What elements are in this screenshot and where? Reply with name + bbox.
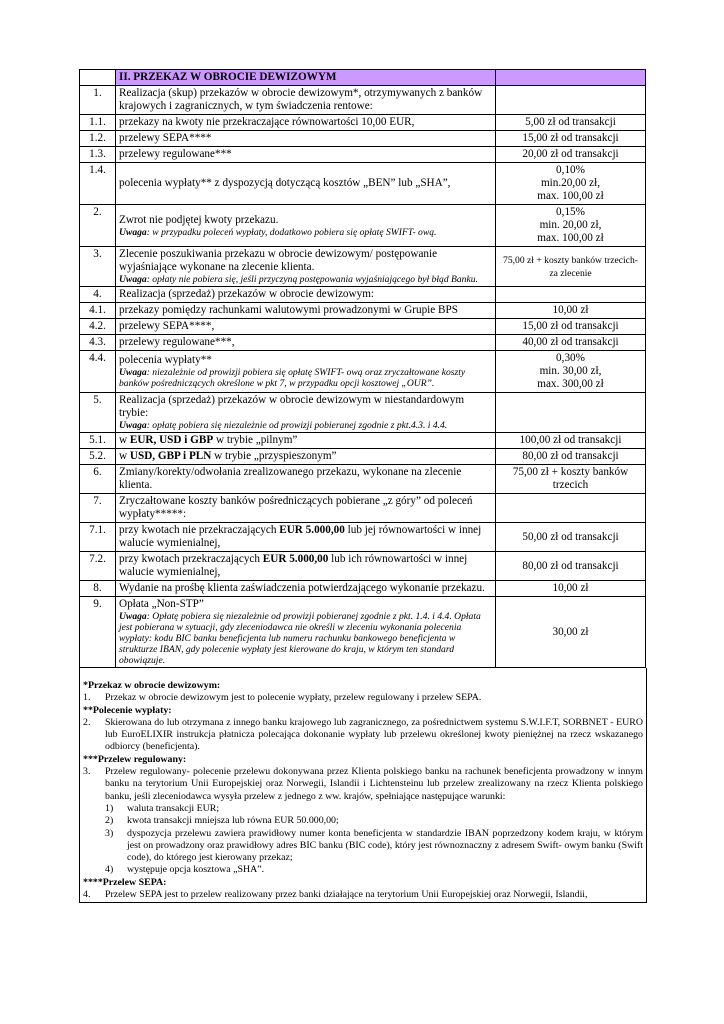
row-text: Realizacja (skup) przekazów w obrocie dewizowym*, otrzymywanych z banków krajowych i zagranicznych, w tym świadczenia rentowe: <box>119 87 483 112</box>
note-text: : opłaty nie pobiera się, jeśli przyczyną postępowania wyjaśniającego był błąd Banku. <box>146 274 478 285</box>
row-text-bold: EUR 5.000,00 <box>262 553 329 565</box>
row-text: Realizacja (sprzedaż) przekazów w obrocie dewizowym: <box>119 288 375 300</box>
fee-line: 0,30% <box>556 352 585 364</box>
fee-value: 75,00 zł + koszty banków trzecich-za zlecenie <box>503 254 638 279</box>
fee-row <box>80 287 646 303</box>
row-text-bold: EUR 5.000,00 <box>279 524 345 536</box>
footnote-text: Skierowana do lub otrzymana z innego banku krajowego lub zagranicznego, za pośrednictwem systemu S.W.I.F.T, SORBNET - EURO lub EuroELIXIR instrukcja płatnicza polecająca dokonanie wypłaty lub przelewu określonej kwoty pieniężnej na rzecz wskazanego odbiorcy (beneficjenta). <box>105 716 643 753</box>
row-number: 4.4. <box>80 351 116 393</box>
row-text: Zlecenie poszukiwania przekazu w obrocie dewizowym/ postępowanie wyjaśniające wykonane na zlecenie klienta. <box>119 248 438 273</box>
row-note <box>119 367 492 389</box>
row-number: 5. <box>80 393 116 433</box>
subitem-number: 4) <box>105 864 114 876</box>
fee-value: 10,00 zł <box>552 582 589 594</box>
row-number: 2. <box>80 205 116 247</box>
row-description <box>116 287 496 303</box>
subitem-number: 2) <box>105 815 114 827</box>
footnote-paragraph <box>83 717 643 754</box>
fee-table <box>79 69 646 668</box>
fee-value: 40,00 zł od transakcji <box>522 336 619 348</box>
footnote-number: 3. <box>83 766 91 778</box>
fee-row <box>80 147 646 163</box>
row-text: polecenia wypłaty** <box>119 354 212 366</box>
row-description <box>116 319 496 335</box>
row-number: 4.3. <box>80 335 116 351</box>
note-text: : Opłatę pobiera się niezależnie od prowizji pobieranej zgodnie z pkt. 1.4. i 4.4. Opłata jest pobierana w sytuacji, gdy zleceniodawca nie określi w zleceniu wykonania polecenia wypłaty: kodu BIC banku beneficjenta lub numeru rachunku bankowego beneficjenta w strukturze IBAN, gdy polecenie wypłaty jest kierowane do kraju, w którym ten standard obowiązuje. <box>119 611 481 666</box>
fee-value: 80,00 zł od transakcji <box>522 450 619 462</box>
fee-row <box>80 319 646 335</box>
row-note <box>119 611 492 666</box>
row-number: 1.1. <box>80 115 116 131</box>
row-description <box>116 86 496 115</box>
footnote-number: 4. <box>83 889 91 901</box>
section-value-cell <box>496 70 646 86</box>
row-number: 5.2. <box>80 449 116 465</box>
row-number: 4. <box>80 287 116 303</box>
row-description <box>116 205 496 247</box>
row-fee <box>496 303 646 319</box>
fee-value: 10,00 zł <box>552 304 589 316</box>
section-title: II. PRZEKAZ W OBROCIE DEWIZOWYM <box>116 70 496 86</box>
footnote-subitem <box>83 828 643 865</box>
row-description <box>116 393 496 433</box>
row-text: Zwrot nie podjętej kwoty przekazu. <box>119 213 279 226</box>
row-text: Zryczałtowane koszty banków pośredniczących pobierane „z góry” od poleceń wypłaty*****: <box>119 495 473 520</box>
footnote-text: Przekaz w obrocie dewizowym jest to polecenie wypłaty, przelew regulowany i przelew SEPA. <box>105 692 482 704</box>
row-note <box>119 227 492 238</box>
fee-row <box>80 465 646 494</box>
section-header-row <box>80 70 646 86</box>
subitem-text: kwota transakcji mniejsza lub równa EUR 50.000,00; <box>127 815 339 827</box>
note-text: : niezależnie od prowizji pobiera się opłatę SWIFT- ową oraz zryczałtowane koszty banków pośredniczących określone w pkt 7, w przypadku opcji kosztowej „OUR”. <box>119 367 466 389</box>
section-number-cell <box>80 70 116 86</box>
row-text: przelewy SEPA**** <box>119 132 212 144</box>
fee-value: 5,00 zł od transakcji <box>525 116 616 128</box>
fee-line: min. 30,00 zł, <box>539 365 602 377</box>
row-description <box>116 465 496 494</box>
row-fee <box>496 205 646 247</box>
row-number: 7.1. <box>80 523 116 552</box>
row-description <box>116 247 496 287</box>
fee-value: 100,00 zł od transakcji <box>519 434 622 446</box>
subitem-text: występuje opcja kosztowa „SHA”. <box>127 864 265 876</box>
fee-row <box>80 335 646 351</box>
row-text-post: w trybie „pilnym” <box>213 434 298 446</box>
fee-row <box>80 247 646 287</box>
row-number: 8. <box>80 581 116 597</box>
fee-line: max. 300,00 zł <box>537 378 604 390</box>
fee-value: 15,00 zł od transakcji <box>522 320 619 332</box>
row-text-pre: przy kwotach przekraczających <box>119 553 263 565</box>
row-fee <box>496 147 646 163</box>
row-description <box>116 433 496 449</box>
footnote-paragraph <box>83 692 643 704</box>
row-description <box>116 581 496 597</box>
row-description <box>116 303 496 319</box>
row-number: 1.2. <box>80 131 116 147</box>
row-text: przelewy regulowane*** <box>119 148 232 160</box>
note-label: Uwaga <box>119 226 147 238</box>
row-text: Zmiany/korekty/odwołania zrealizowanego przekazu, wykonane na zlecenie klienta. <box>119 466 462 491</box>
row-text-pre: w <box>119 450 130 462</box>
footnote-heading: *Przekaz w obrocie dewizowym: <box>83 680 221 691</box>
row-number: 9. <box>80 597 116 668</box>
row-note <box>119 420 492 431</box>
fee-line: max. 100,00 zł <box>537 190 604 202</box>
row-note <box>119 274 492 285</box>
footnote-heading: ***Przelew regulowany: <box>83 753 187 765</box>
row-fee <box>496 393 646 433</box>
row-number: 1. <box>80 86 116 115</box>
footnote-heading: **Polecenie wypłaty: <box>83 704 172 716</box>
row-text: polecenia wypłaty** z dyspozycją dotyczącą kosztów „BEN” lub „SHA”, <box>119 177 451 189</box>
row-text-post: w trybie „przyspieszonym” <box>211 450 337 462</box>
row-text-post: lub ich równowartości w innej walucie wymienialnej, <box>119 553 468 578</box>
row-text: przekazy pomiędzy rachunkami walutowymi prowadzonymi w Grupie BPS <box>119 304 458 316</box>
footnote-text: Przelew regulowany- polecenie przelewu dokonywana przez Klienta polskiego banku na rachunek beneficjenta prowadzony w innym banku na terytorium Unii Europejskiej oraz Norwegii, Islandii i Lichtensteinu lub przelew zrealizowany na rzecz Klienta polskiego banku, jeśli zleceniodawca wysyła przelew z jednego z ww. krajów, spełniające następujące warunki: <box>105 766 643 802</box>
row-number: 6. <box>80 465 116 494</box>
row-fee <box>496 581 646 597</box>
fee-row <box>80 205 646 247</box>
row-text: przelewy regulowane***, <box>119 336 235 348</box>
fee-value: 50,00 zł od transakcji <box>522 530 619 543</box>
row-text: przelewy SEPA****, <box>119 320 215 332</box>
row-description <box>116 494 496 523</box>
fee-row <box>80 494 646 523</box>
fee-row <box>80 523 646 552</box>
footnote-subitem <box>83 864 643 876</box>
fee-line: min.20,00 zł, <box>540 177 601 189</box>
fee-row <box>80 115 646 131</box>
footnote-subitem <box>83 815 643 827</box>
row-fee <box>496 115 646 131</box>
fee-line: 0,10% <box>556 164 585 176</box>
fee-row <box>80 303 646 319</box>
fee-value: 75,00 zł + koszty banków trzecich <box>512 466 629 491</box>
footnote-text: Przelew SEPA jest to przelew realizowany przez banki działające na terytorium Unii Europejskiej oraz Norwegii, Islandii, <box>105 889 588 901</box>
row-fee <box>496 351 646 393</box>
fee-row <box>80 449 646 465</box>
footnote-number: 2. <box>83 716 91 728</box>
fee-value: 15,00 zł od transakcji <box>522 132 619 144</box>
subitem-number: 3) <box>105 827 114 839</box>
note-label: Uwaga <box>119 420 147 431</box>
row-number: 1.4. <box>80 163 116 205</box>
footnote-heading: ****Przelew SEPA: <box>83 876 167 888</box>
row-description <box>116 523 496 552</box>
fee-line: max. 100,00 zł <box>537 232 604 244</box>
row-text-pre: w <box>119 434 130 446</box>
row-description <box>116 335 496 351</box>
note-label: Uwaga <box>119 274 147 285</box>
row-description <box>116 552 496 581</box>
row-text: Wydanie na prośbę klienta zaświadczenia potwierdzającego wykonanie przekazu. <box>119 582 485 594</box>
subitem-text: dyspozycja przelewu zawiera prawidłowy numer konta beneficjenta w standardzie IBAN poprzedzony kodem kraju, w którym jest on prowadzony oraz prawidłowy adres BIC banku (BIC code), który jest równoznaczny z adresem Swift- owym banku (Swift code), do którego jest kierowany przekaz; <box>127 827 643 864</box>
note-label: Uwaga <box>119 367 147 378</box>
row-text: Realizacja (sprzedaż) przekazów w obrocie dewizowym w niestandardowym trybie: <box>119 394 465 419</box>
row-number: 3. <box>80 247 116 287</box>
row-text-pre: przy kwotach nie przekraczających <box>119 524 280 536</box>
row-description <box>116 597 496 668</box>
row-number: 1.3. <box>80 147 116 163</box>
row-number: 5.1. <box>80 433 116 449</box>
fee-value: 30,00 zł <box>552 625 589 638</box>
row-fee <box>496 287 646 303</box>
fee-line: 0,15% <box>556 206 585 218</box>
fee-row <box>80 351 646 393</box>
fee-row <box>80 597 646 668</box>
row-number: 4.2. <box>80 319 116 335</box>
row-description <box>116 147 496 163</box>
fee-row <box>80 393 646 433</box>
note-text: : w przypadku poleceń wypłaty, dodatkowo pobiera się opłatę SWIFT- ową. <box>146 226 437 238</box>
row-fee <box>496 247 646 287</box>
row-fee <box>496 131 646 147</box>
fee-row <box>80 163 646 205</box>
row-fee <box>496 86 646 115</box>
footnote-number: 1. <box>83 692 91 704</box>
row-text: przekazy na kwoty nie przekraczające równowartości 10,00 EUR, <box>119 116 415 128</box>
fee-row <box>80 581 646 597</box>
fee-page <box>79 69 645 903</box>
fee-value: 20,00 zł od transakcji <box>522 148 619 160</box>
fee-row <box>80 552 646 581</box>
row-fee <box>496 433 646 449</box>
row-number: 7. <box>80 494 116 523</box>
row-description <box>116 131 496 147</box>
fee-row <box>80 86 646 115</box>
row-description <box>116 351 496 393</box>
row-description <box>116 115 496 131</box>
row-number: 7.2. <box>80 552 116 581</box>
row-fee <box>496 597 646 668</box>
row-text-post: lub jej równowartości w innej walucie wymienialnej, <box>119 524 482 549</box>
row-fee <box>496 335 646 351</box>
row-fee <box>496 494 646 523</box>
subitem-number: 1) <box>105 802 114 814</box>
row-fee <box>496 163 646 205</box>
row-fee <box>496 523 646 552</box>
row-fee <box>496 465 646 494</box>
footnote-paragraph <box>83 889 643 901</box>
row-text: Opłata „Non-STP” <box>119 598 204 610</box>
row-text-bold: EUR, USD i GBP <box>129 434 214 446</box>
footnote-subitem <box>83 803 643 815</box>
row-number: 4.1. <box>80 303 116 319</box>
note-text: : opłatę pobiera się niezależnie od prowizji pobieranej zgodnie z pkt.4.3. i 4.4. <box>146 420 448 431</box>
footnote-paragraph <box>83 766 643 803</box>
fee-row <box>80 131 646 147</box>
row-fee <box>496 552 646 581</box>
row-fee <box>496 449 646 465</box>
row-description <box>116 449 496 465</box>
footnotes <box>79 668 647 903</box>
fee-row <box>80 433 646 449</box>
row-text-bold: USD, GBP i PLN <box>129 450 212 462</box>
fee-value: 80,00 zł od transakcji <box>522 559 619 572</box>
fee-line: min. 20,00 zł, <box>539 219 602 231</box>
note-label: Uwaga <box>119 611 147 622</box>
row-description <box>116 163 496 205</box>
row-fee <box>496 319 646 335</box>
subitem-text: waluta transakcji EUR; <box>127 802 220 814</box>
